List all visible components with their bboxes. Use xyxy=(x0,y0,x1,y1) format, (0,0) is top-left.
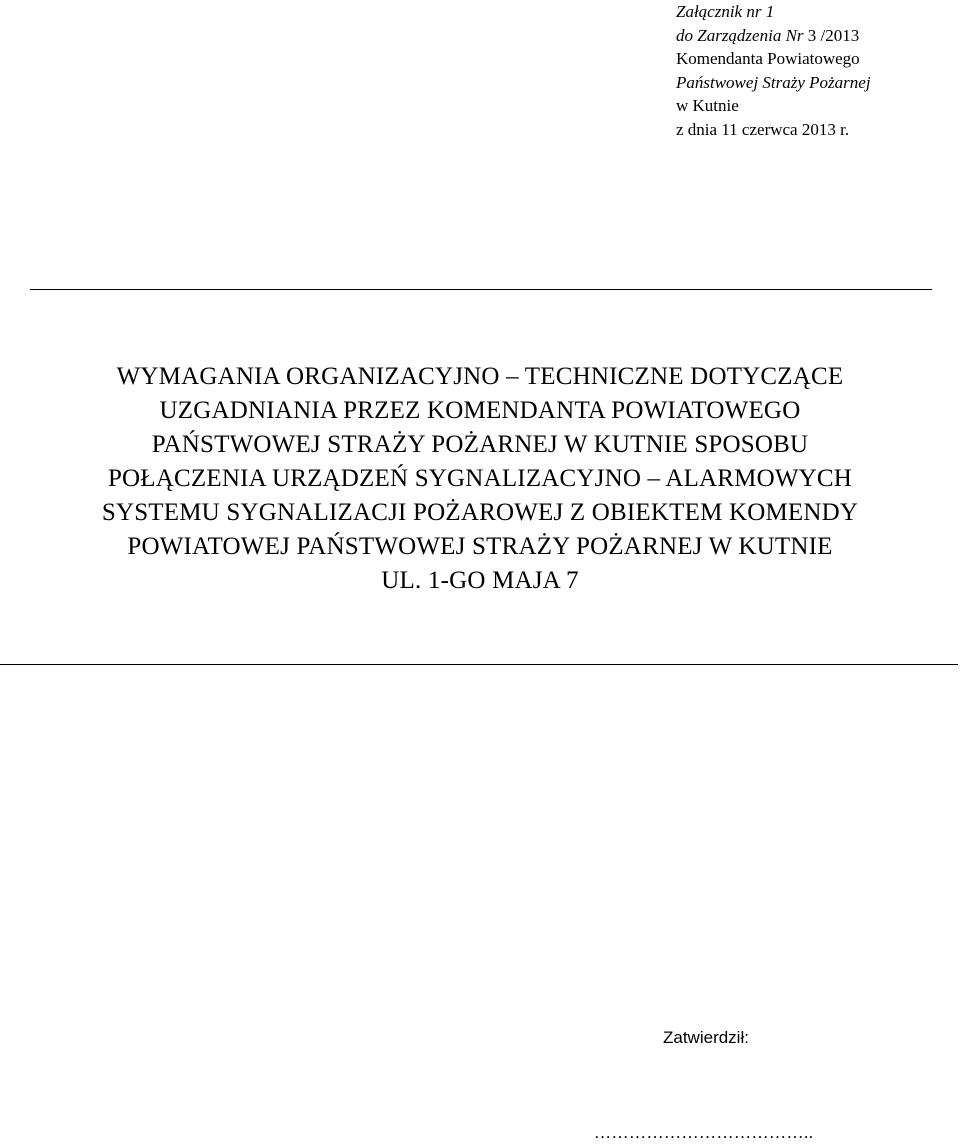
approval-label: Zatwierdził: xyxy=(663,1028,749,1047)
annex-header xyxy=(676,0,956,141)
bottom-divider xyxy=(0,664,958,665)
title-line: UZGADNIANIA PRZEZ KOMENDANTA POWIATOWEGO xyxy=(159,397,801,424)
document-title xyxy=(0,360,960,598)
title-line: POŁĄCZENIA URZĄDZEŃ SYGNALIZACYJNO – ALARMOWYCH xyxy=(107,465,853,492)
title-line: WYMAGANIA ORGANIZACYJNO – TECHNICZNE DOTYCZĄCE xyxy=(116,363,844,390)
annex-city: w Kutnie xyxy=(676,96,739,115)
title-line: PAŃSTWOWEJ STRAŻY POŻARNEJ W KUTNIE SPOSOBU xyxy=(151,431,809,458)
annex-order-reference: do Zarządzenia Nr 3 /2013 xyxy=(676,25,860,45)
title-line: SYSTEMU SYGNALIZACJI POŻAROWEJ Z OBIEKTEM KOMENDY xyxy=(101,499,859,526)
top-divider xyxy=(30,289,932,290)
annex-service: Państwowej Straży Pożarnej xyxy=(676,72,871,92)
annex-date: z dnia 11 czerwca 2013 r. xyxy=(676,119,850,139)
title-line: POWIATOWEJ PAŃSTWOWEJ STRAŻY POŻARNEJ W KUTNIE xyxy=(127,533,833,560)
signature-line: ……………………………….. xyxy=(594,1123,814,1142)
annex-label: Załącznik nr 1 xyxy=(676,2,775,21)
title-line: UL. 1-GO MAJA 7 xyxy=(381,567,579,594)
annex-commander: Komendanta Powiatowego xyxy=(676,49,860,68)
